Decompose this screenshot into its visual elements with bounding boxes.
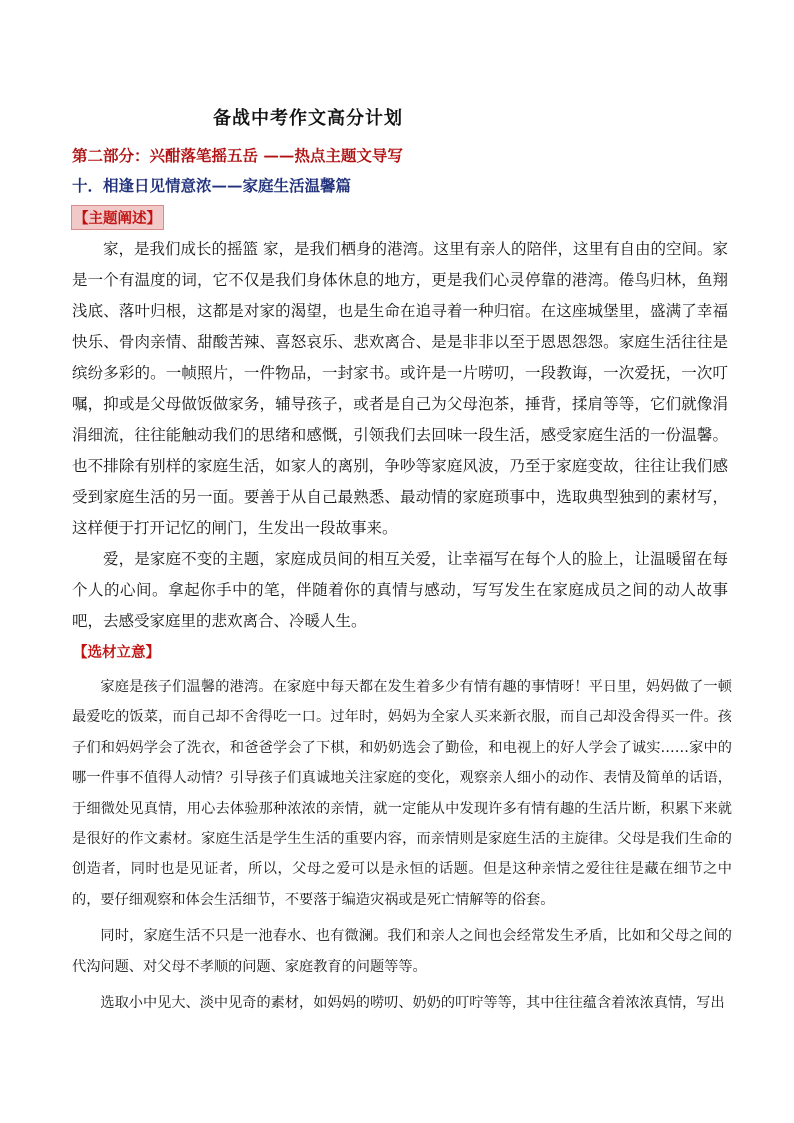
section-tag-theme: 【主题阐述】 (71, 205, 164, 230)
material-paragraph: 选取小中见大、淡中见奇的素材，如妈妈的唠叨、奶奶的叮咛等等，其中往往蕴含着浓浓真情，写出 (100, 995, 725, 1012)
part-heading: 第二部分：兴酣落笔摇五岳 ——热点主题文导写 (72, 146, 403, 165)
theme-paragraph: 爱，是家庭不变的主题，家庭成员间的相互关爱，让幸福写在每个人的脸上，让温暖留在每个人的心间。拿起你手中的笔，伴随着你的真情与感动，写写发生在家庭成员之间的动人故事吧，去感受家庭里的悲欢离合、冷暖人生。 (72, 550, 728, 630)
material-section (72, 672, 732, 1018)
theme-paragraph: 家，是我们成长的摇篮 家，是我们栖身的港湾。这里有亲人的陪伴，这里有自由的空间。家是一个有温度的词，它不仅是我们身体休息的地方，更是我们心灵停靠的港湾。倦鸟归林，鱼翔浅底、落叶归根，这都是对家的渴望，也是生命在追寻着一种归宿。在这座城堡里，盛满了幸福快乐、骨肉亲情、甜酸苦辣、喜怒哀乐、悲欢离合、是是非非以至于恩恩怨怨。家庭生活往往是缤纷多彩的。一帧照片，一件物品，一封家书。或许是一片唠叨，一段教诲，一次爱抚，一次叮嘱，抑或是父母做饭做家务，辅导孩子，或者是自己为父母泡茶，捶背，揉肩等等，它们就像涓涓细流，往往能触动我们的思绪和感慨，引领我们去回味一段生活，感受家庭生活的一份温馨。也不排除有别样的家庭生活，如家人的离别，争吵等家庭风波，乃至于家庭变故，往往让我们感受到家庭生活的另一面。要善于从自己最熟悉、最动情的家庭琐事中，选取典型独到的素材写，这样便于打开记忆的闸门，生发出一段故事来。 (72, 240, 728, 537)
chapter-heading: 十．相逢日见情意浓——家庭生活温馨篇 (72, 176, 352, 195)
section-tag-material: 【选材立意】 (73, 644, 160, 661)
theme-section (72, 234, 728, 637)
document-title: 备战中考作文高分计划 (213, 108, 403, 129)
material-paragraph: 同时，家庭生活不只是一池春水、也有微澜。我们和亲人之间也会经常发生矛盾，比如和父母之间的代沟问题、对父母不孝顺的问题、家庭教育的问题等等。 (72, 928, 732, 975)
material-paragraph: 家庭是孩子们温馨的港湾。在家庭中每天都在发生着多少有情有趣的事情呀！平日里，妈妈做了一顿最爱吃的饭菜，而自己却不舍得吃一口。过年时，妈妈为全家人买来新衣服，而自己却没舍得买一件。孩子们和妈妈学会了洗衣，和爸爸学会了下棋，和奶奶选会了勤俭，和电视上的好人学会了诚实……家中的哪一件事不值得人动情？引导孩子们真诚地关注家庭的变化，观察亲人细小的动作、表情及简单的话语，于细微处见真情，用心去体验那种浓浓的亲情，就一定能从中发现许多有情有趣的生活片断，积累下来就是很好的作文素材。家庭生活是学生生活的重要内容，而亲情则是家庭生活的主旋律。父母是我们生命的创造者，同时也是见证者，所以，父母之爱可以是永恒的话题。但是这种亲情之爱往往是藏在细节之中的，要仔细观察和体会生活细节，不要落于编造灾祸或是死亡情解等的俗套。 (72, 679, 732, 908)
